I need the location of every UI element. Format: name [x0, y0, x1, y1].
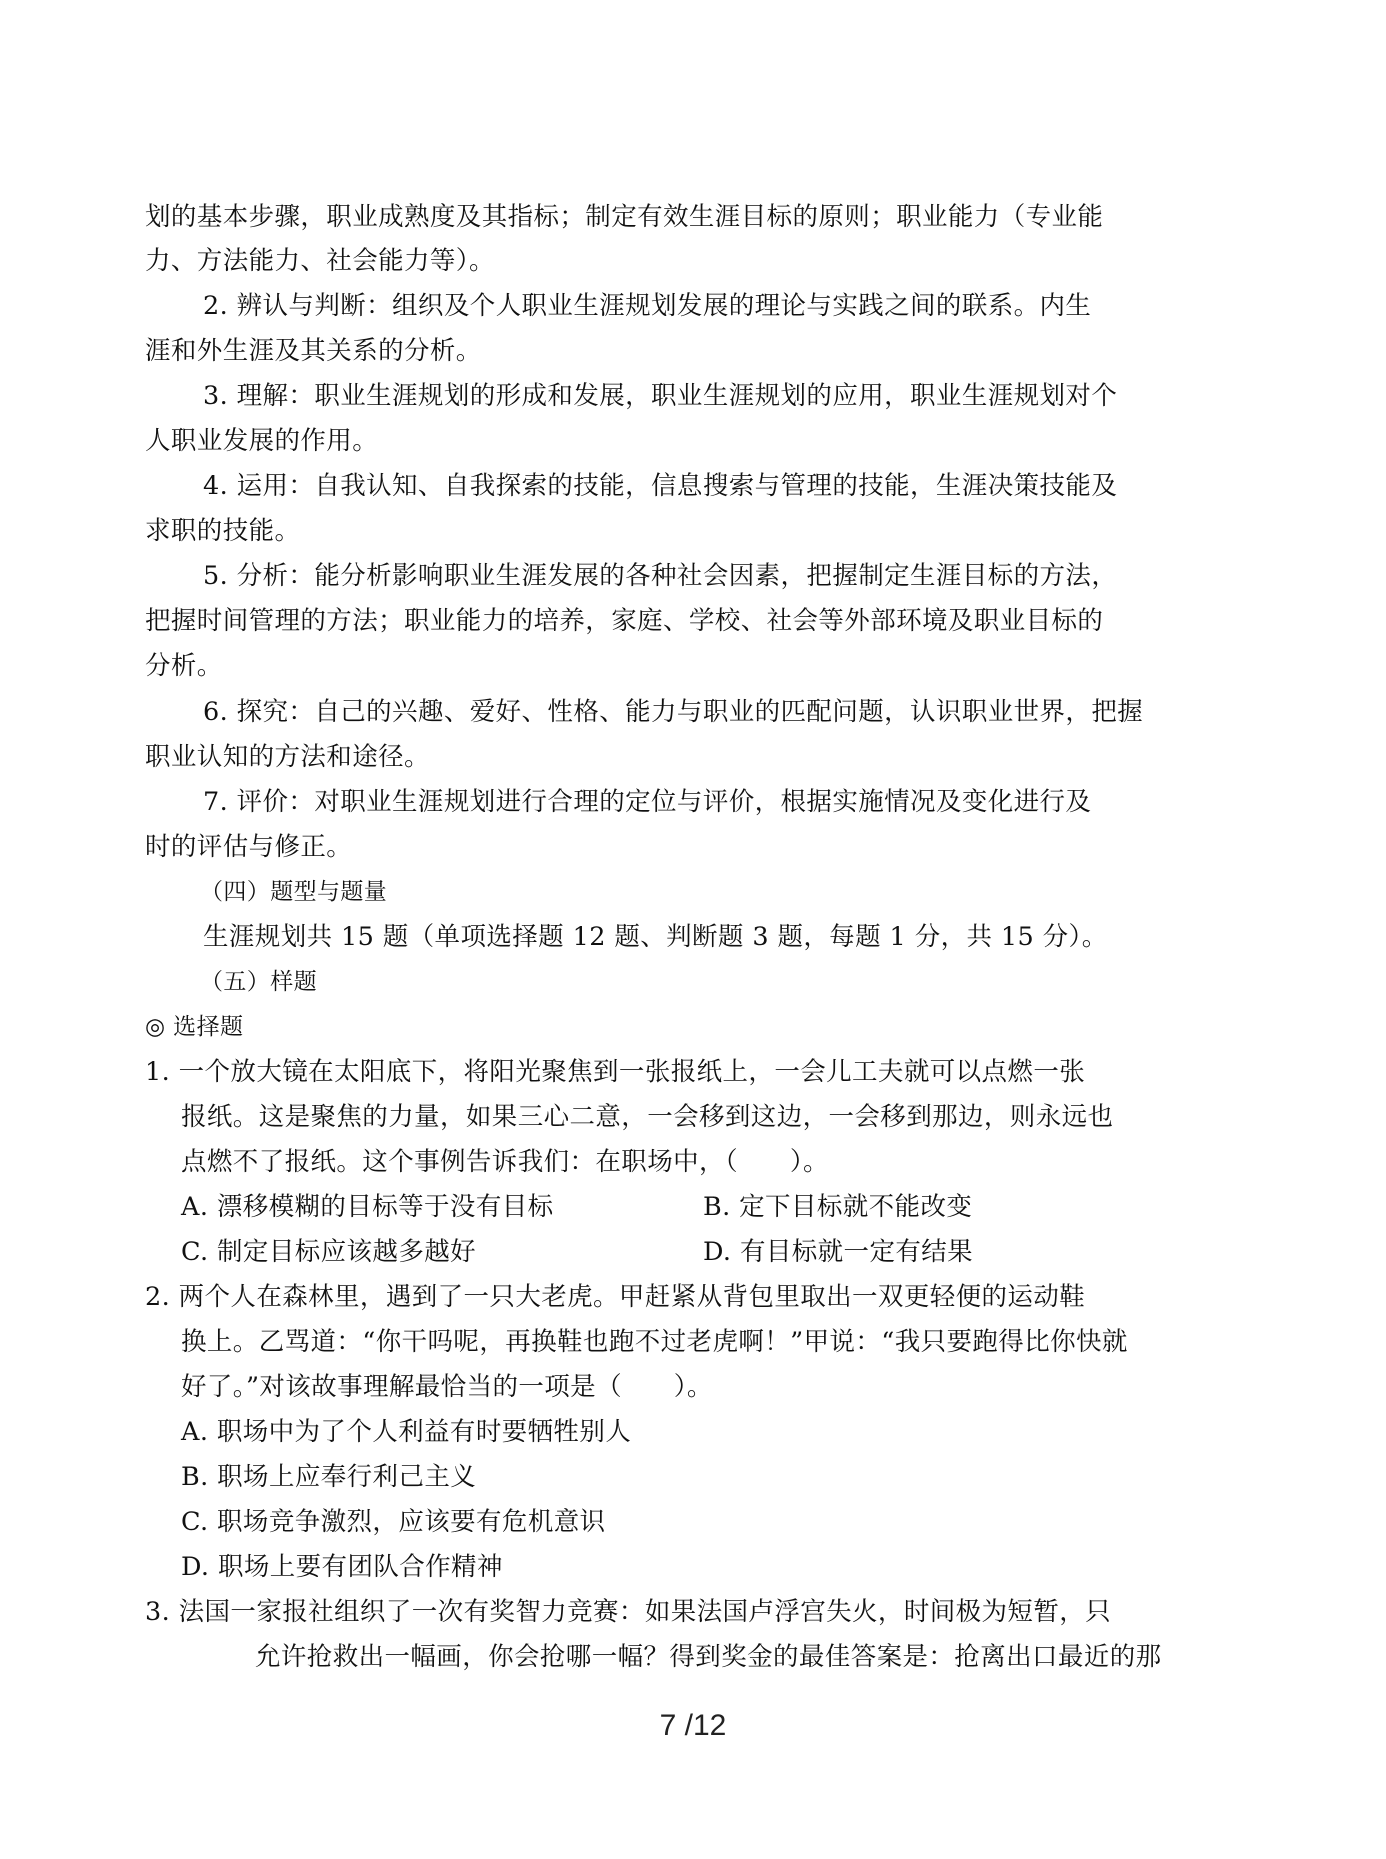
item-5-line: 把握时间管理的方法；职业能力的培养，家庭、学校、社会等外部环境及职业目标的 [145, 606, 1104, 636]
option-c: C. 职场竞争激烈，应该要有危机意识 [181, 1507, 606, 1537]
text-line: 生涯规划共 15 题（单项选择题 12 题、判断题 3 题，每题 1 分，共 15 分）。 [203, 922, 1108, 952]
item-6-line: 6. 探究：自己的兴趣、爱好、性格、能力与职业的匹配问题，认识职业世界，把握 [203, 697, 1144, 727]
item-4-line: 求职的技能。 [145, 516, 301, 546]
option-c: C. 制定目标应该越多越好 [181, 1237, 477, 1267]
item-2-line: 涯和外生涯及其关系的分析。 [145, 336, 482, 366]
option-a: A. 职场中为了个人利益有时要牺牲别人 [181, 1417, 632, 1447]
item-4-line: 4. 运用：自我认知、自我探索的技能，信息搜索与管理的技能，生涯决策技能及 [203, 471, 1118, 501]
question-2-line: 2. 两个人在森林里，遇到了一只大老虎。甲赶紧从背包里取出一双更轻便的运动鞋 [145, 1282, 1086, 1312]
question-3-line: 3. 法国一家报社组织了一次有奖智力竞赛：如果法国卢浮宫失火，时间极为短暂，只 [145, 1597, 1112, 1627]
item-3-line: 3. 理解：职业生涯规划的形成和发展，职业生涯规划的应用，职业生涯规划对个 [203, 381, 1118, 411]
option-d: D. 有目标就一定有结果 [703, 1237, 974, 1267]
option-b: B. 职场上应奉行利己主义 [181, 1462, 477, 1492]
item-7-line: 7. 评价：对职业生涯规划进行合理的定位与评价，根据实施情况及变化进行及 [203, 787, 1092, 817]
item-2-line: 2. 辨认与判断：组织及个人职业生涯规划发展的理论与实践之间的联系。内生 [203, 291, 1092, 321]
question-1-line: 1. 一个放大镜在太阳底下，将阳光聚焦到一张报纸上，一会儿工夫就可以点燃一张 [145, 1057, 1086, 1087]
question-2-line: 好了。”对该故事理解最恰当的一项是（ ）。 [181, 1372, 713, 1402]
section-heading: （四）题型与题量 [200, 879, 388, 905]
page-number: 7 /12 [659, 1709, 727, 1742]
text-line: 划的基本步骤，职业成熟度及其指标；制定有效生涯目标的原则；职业能力（专业能 [145, 202, 1104, 232]
question-2-line: 换上。乙骂道：“你干吗呢，再换鞋也跑不过老虎啊！”甲说：“我只要跑得比你快就 [181, 1327, 1128, 1357]
section-heading: （五）样题 [200, 969, 317, 995]
question-1-line: 点燃不了报纸。这个事例告诉我们：在职场中，（ ）。 [181, 1147, 829, 1177]
option-a: A. 漂移模糊的目标等于没有目标 [181, 1192, 554, 1222]
choice-heading: ◎ 选择题 [145, 1014, 244, 1040]
text-line: 力、方法能力、社会能力等）。 [145, 246, 495, 276]
item-5-line: 分析。 [145, 651, 223, 681]
option-b: B. 定下目标就不能改变 [703, 1192, 973, 1222]
question-3-line: 允许抢救出一幅画，你会抢哪一幅？得到奖金的最佳答案是：抢离出口最近的那 [255, 1642, 1162, 1672]
item-7-line: 时的评估与修正。 [145, 832, 353, 862]
item-5-line: 5. 分析：能分析影响职业生涯发展的各种社会因素，把握制定生涯目标的方法， [203, 561, 1118, 591]
item-6-line: 职业认知的方法和途径。 [145, 742, 430, 772]
item-3-line: 人职业发展的作用。 [145, 426, 379, 456]
question-1-line: 报纸。这是聚焦的力量，如果三心二意，一会移到这边，一会移到那边，则永远也 [181, 1102, 1114, 1132]
option-d: D. 职场上要有团队合作精神 [181, 1552, 503, 1582]
